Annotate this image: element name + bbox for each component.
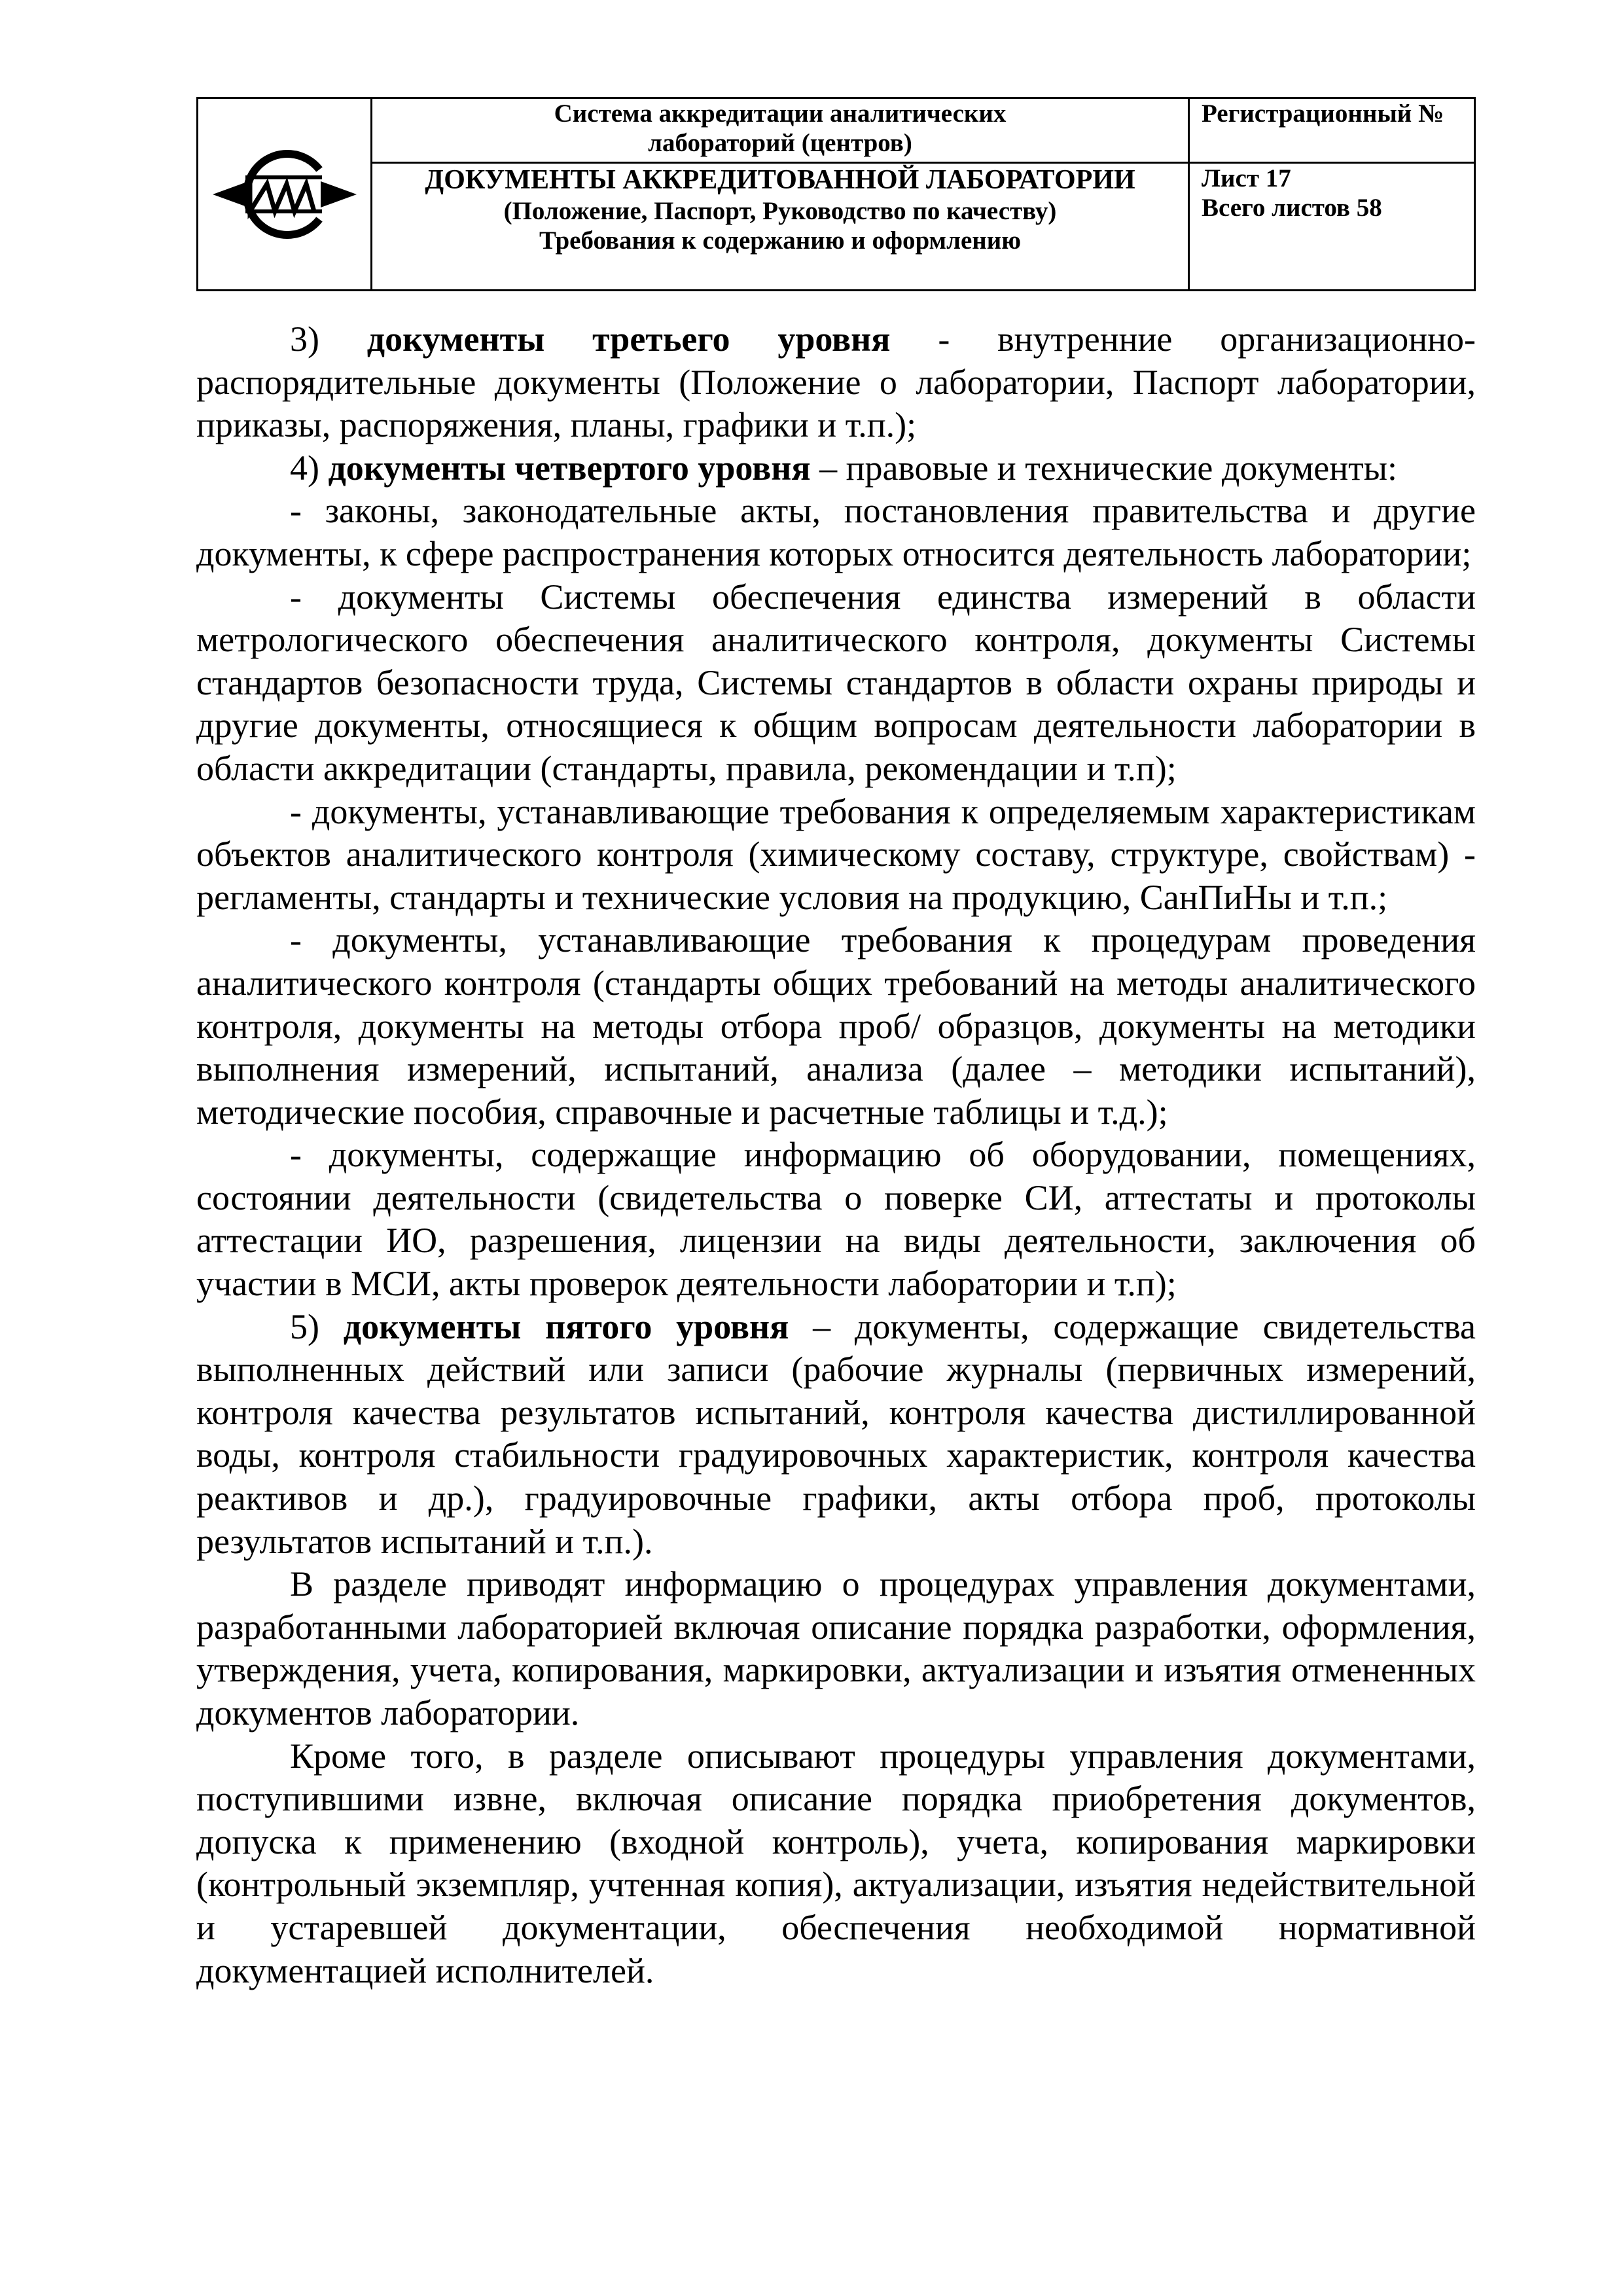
list-item-equipment-documents: - документы, содержащие информацию об оборудовании, помещениях, состоянии деятельности (свидетельства о поверке СИ, аттестаты и протоколы аттестации ИО, разрешения, лицензии на виды деятельности, заключения об участии в МСИ, акты проверок деятельности лаборатории и т.п); [196, 1135, 1476, 1304]
registration-label: Регистрационный № [1202, 99, 1444, 128]
document-title-cell [372, 163, 1189, 291]
document-requirements: Требования к содержанию и оформлению [539, 226, 1022, 255]
level-4-term: документы четвертого уровня [328, 448, 811, 488]
document-title: ДОКУМЕНТЫ АККРЕДИТОВАННОЙ ЛАБОРАТОРИИ [425, 165, 1135, 195]
system-title-cell [372, 98, 1189, 163]
list-item-laws: - законы, законодательные акты, постановления правительства и другие документы, к сфере распространения которых относится деятельность лаборатории; [196, 491, 1476, 573]
paragraph-external-documents: Кроме того, в разделе описывают процедуры управления документами, поступившими извне, включая описание порядка приобретения документов, допуска к применению (входной контроль), учета, копирования маркировки (контрольный экземпляр, учтенная копия), актуализации, изъятия недействительной и устаревшей документации, обеспечения необходимой нормативной документацией исполнителей. [196, 1736, 1476, 1990]
paragraph-number: 3) [290, 319, 367, 359]
list-item-metrology-documents: - документы Системы обеспечения единства измерений в области метрологического обеспечения аналитического контроля, документы Системы стандартов безопасности труда, Системы стандартов в области охраны природы и другие документы, относящиеся к общим вопросам деятельности лаборатории в области аккредитации (стандарты, правила, рекомендации и т.п); [196, 577, 1476, 788]
list-item-procedure-documents: - документы, устанавливающие требования к процедурам проведения аналитического контроля (стандарты общих требований на методы аналитического контроля, документы на методы отбора проб/ образцов, документы на методики выполнения измерений, испытаний, анализа (далее – методики испытаний), методические пособия, справочные и расчетные таблицы и т.д.); [196, 920, 1476, 1132]
level-5-term: документы пятого уровня [343, 1306, 789, 1346]
total-sheets: Всего листов 58 [1202, 194, 1382, 222]
sheet-number: Лист 17 [1202, 164, 1291, 192]
paragraph-level-5 [196, 1306, 1476, 1564]
system-title-line1: Система аккредитации аналитических [554, 99, 1007, 128]
level-5-definition: – документы, содержащие свидетельства выполненных действий или записи (рабочие журналы (первичных измерений, контроля качества результатов испытаний, контроля качества дистиллированной воды, контроля стабильности градуировочных характеристик, контроля качества реактивов и др.), градуировочные графики, акты отбора проб, протоколы результатов испытаний и т.п.). [196, 1306, 1476, 1561]
document-header-table [196, 97, 1476, 291]
level-3-definition: - внутренние организационно-распорядительные документы (Положение о лаборатории, Паспорт лаборатории, приказы, распоряжения, планы, графики и т.п.); [196, 319, 1476, 445]
sheet-info-cell [1189, 163, 1475, 291]
registration-cell [1189, 98, 1475, 163]
paragraph-level-3 [196, 318, 1476, 447]
sam-logo-icon [209, 143, 360, 242]
paragraph-number: 5) [290, 1306, 344, 1346]
paragraph-number: 4) [290, 448, 329, 488]
level-3-term: документы третьего уровня [366, 319, 891, 359]
level-4-definition: – правовые и технические документы: [810, 448, 1398, 488]
document-subtitle: (Положение, Паспорт, Руководство по качеству) [503, 197, 1057, 225]
logo-cell [198, 98, 372, 291]
document-body [196, 318, 1476, 1992]
list-item-characteristics-documents: - документы, устанавливающие требования к определяемым характеристикам объектов аналитического контроля (химическому составу, структуре, свойствам) - регламенты, стандарты и технические условия на продукцию, СанПиНы и т.п.; [196, 791, 1476, 917]
paragraph-level-4 [196, 447, 1476, 490]
paragraph-internal-documents: В разделе приводят информацию о процедурах управления документами, разработанными лабораторией включая описание порядка разработки, оформления, утверждения, учета, копирования, маркировки, актуализации и изъятия отмененных документов лаборатории. [196, 1564, 1476, 1732]
system-title-line2: лабораторий (центров) [648, 129, 912, 157]
